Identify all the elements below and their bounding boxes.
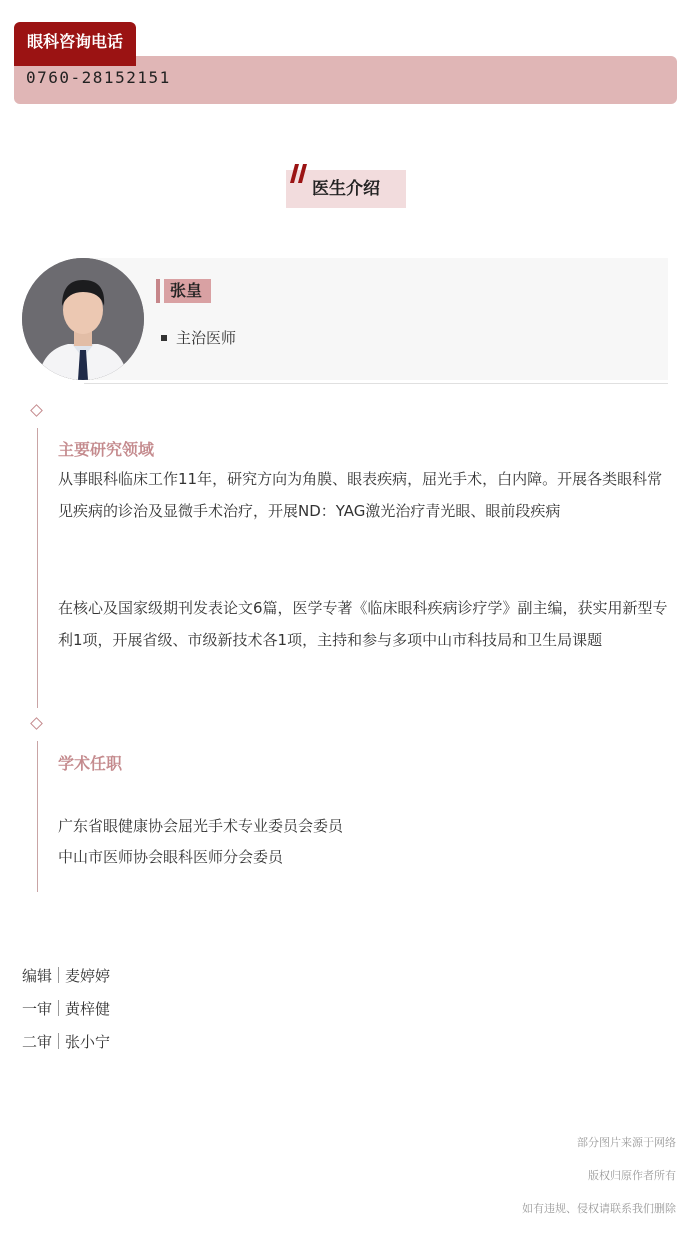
credit-row (22, 1031, 110, 1053)
research-paragraph-2: 在核心及国家级期刊发表论文6篇，医学专著《临床眼科疾病诊疗学》副主编，获实用新型专利1项，开展省级、市级新技术各1项，主持和参与多项中山市科技局和卫生局课题 (58, 599, 668, 649)
name-accent-bar (156, 279, 160, 303)
credit-role: 一审 (22, 1000, 53, 1018)
phone-number[interactable]: 0760-28152151 (26, 68, 171, 87)
academic-heading: 学术任职 (58, 754, 123, 773)
academic-item: 广东省眼健康协会屈光手术专业委员会委员 (58, 817, 344, 835)
credit-separator (58, 1033, 59, 1049)
footnote: 版权归原作者所有 (588, 1169, 676, 1182)
credit-separator (58, 967, 59, 983)
section-title: 医生介绍 (312, 179, 380, 199)
card-divider (84, 383, 668, 384)
footnote: 部分图片来源于网络 (577, 1136, 676, 1149)
phone-label: 眼科咨询电话 (14, 22, 136, 66)
credit-separator (58, 1000, 59, 1016)
timeline-line (37, 741, 38, 892)
doctor-name: 张皇 (170, 281, 203, 300)
quote-mark-icon (289, 163, 309, 185)
phone-contact-box (14, 22, 677, 104)
credit-role: 二审 (22, 1033, 53, 1051)
timeline-line (37, 428, 38, 708)
doctor-title: 主治医师 (176, 329, 237, 347)
diamond-marker-icon (30, 717, 43, 730)
diamond-marker-icon (30, 404, 43, 417)
credit-row (22, 998, 110, 1020)
footnote: 如有违规、侵权请联系我们删除 (522, 1202, 676, 1215)
academic-item: 中山市医师协会眼科医师分会委员 (58, 848, 284, 866)
credit-name: 麦婷婷 (65, 967, 111, 985)
credit-role: 编辑 (22, 967, 53, 985)
credit-name: 张小宁 (65, 1033, 111, 1051)
research-heading: 主要研究领域 (58, 440, 155, 459)
credit-row (22, 965, 110, 987)
credit-name: 黄梓健 (65, 1000, 111, 1018)
doctor-card (84, 258, 668, 380)
doctor-avatar (22, 258, 144, 380)
research-paragraph-1: 从事眼科临床工作11年，研究方向为角膜、眼表疾病，屈光手术，白内障。开展各类眼科常见疾病的诊治及显微手术治疗，开展ND：YAG激光治疗青光眼、眼前段疾病 (58, 470, 663, 520)
bullet-icon (161, 335, 167, 341)
